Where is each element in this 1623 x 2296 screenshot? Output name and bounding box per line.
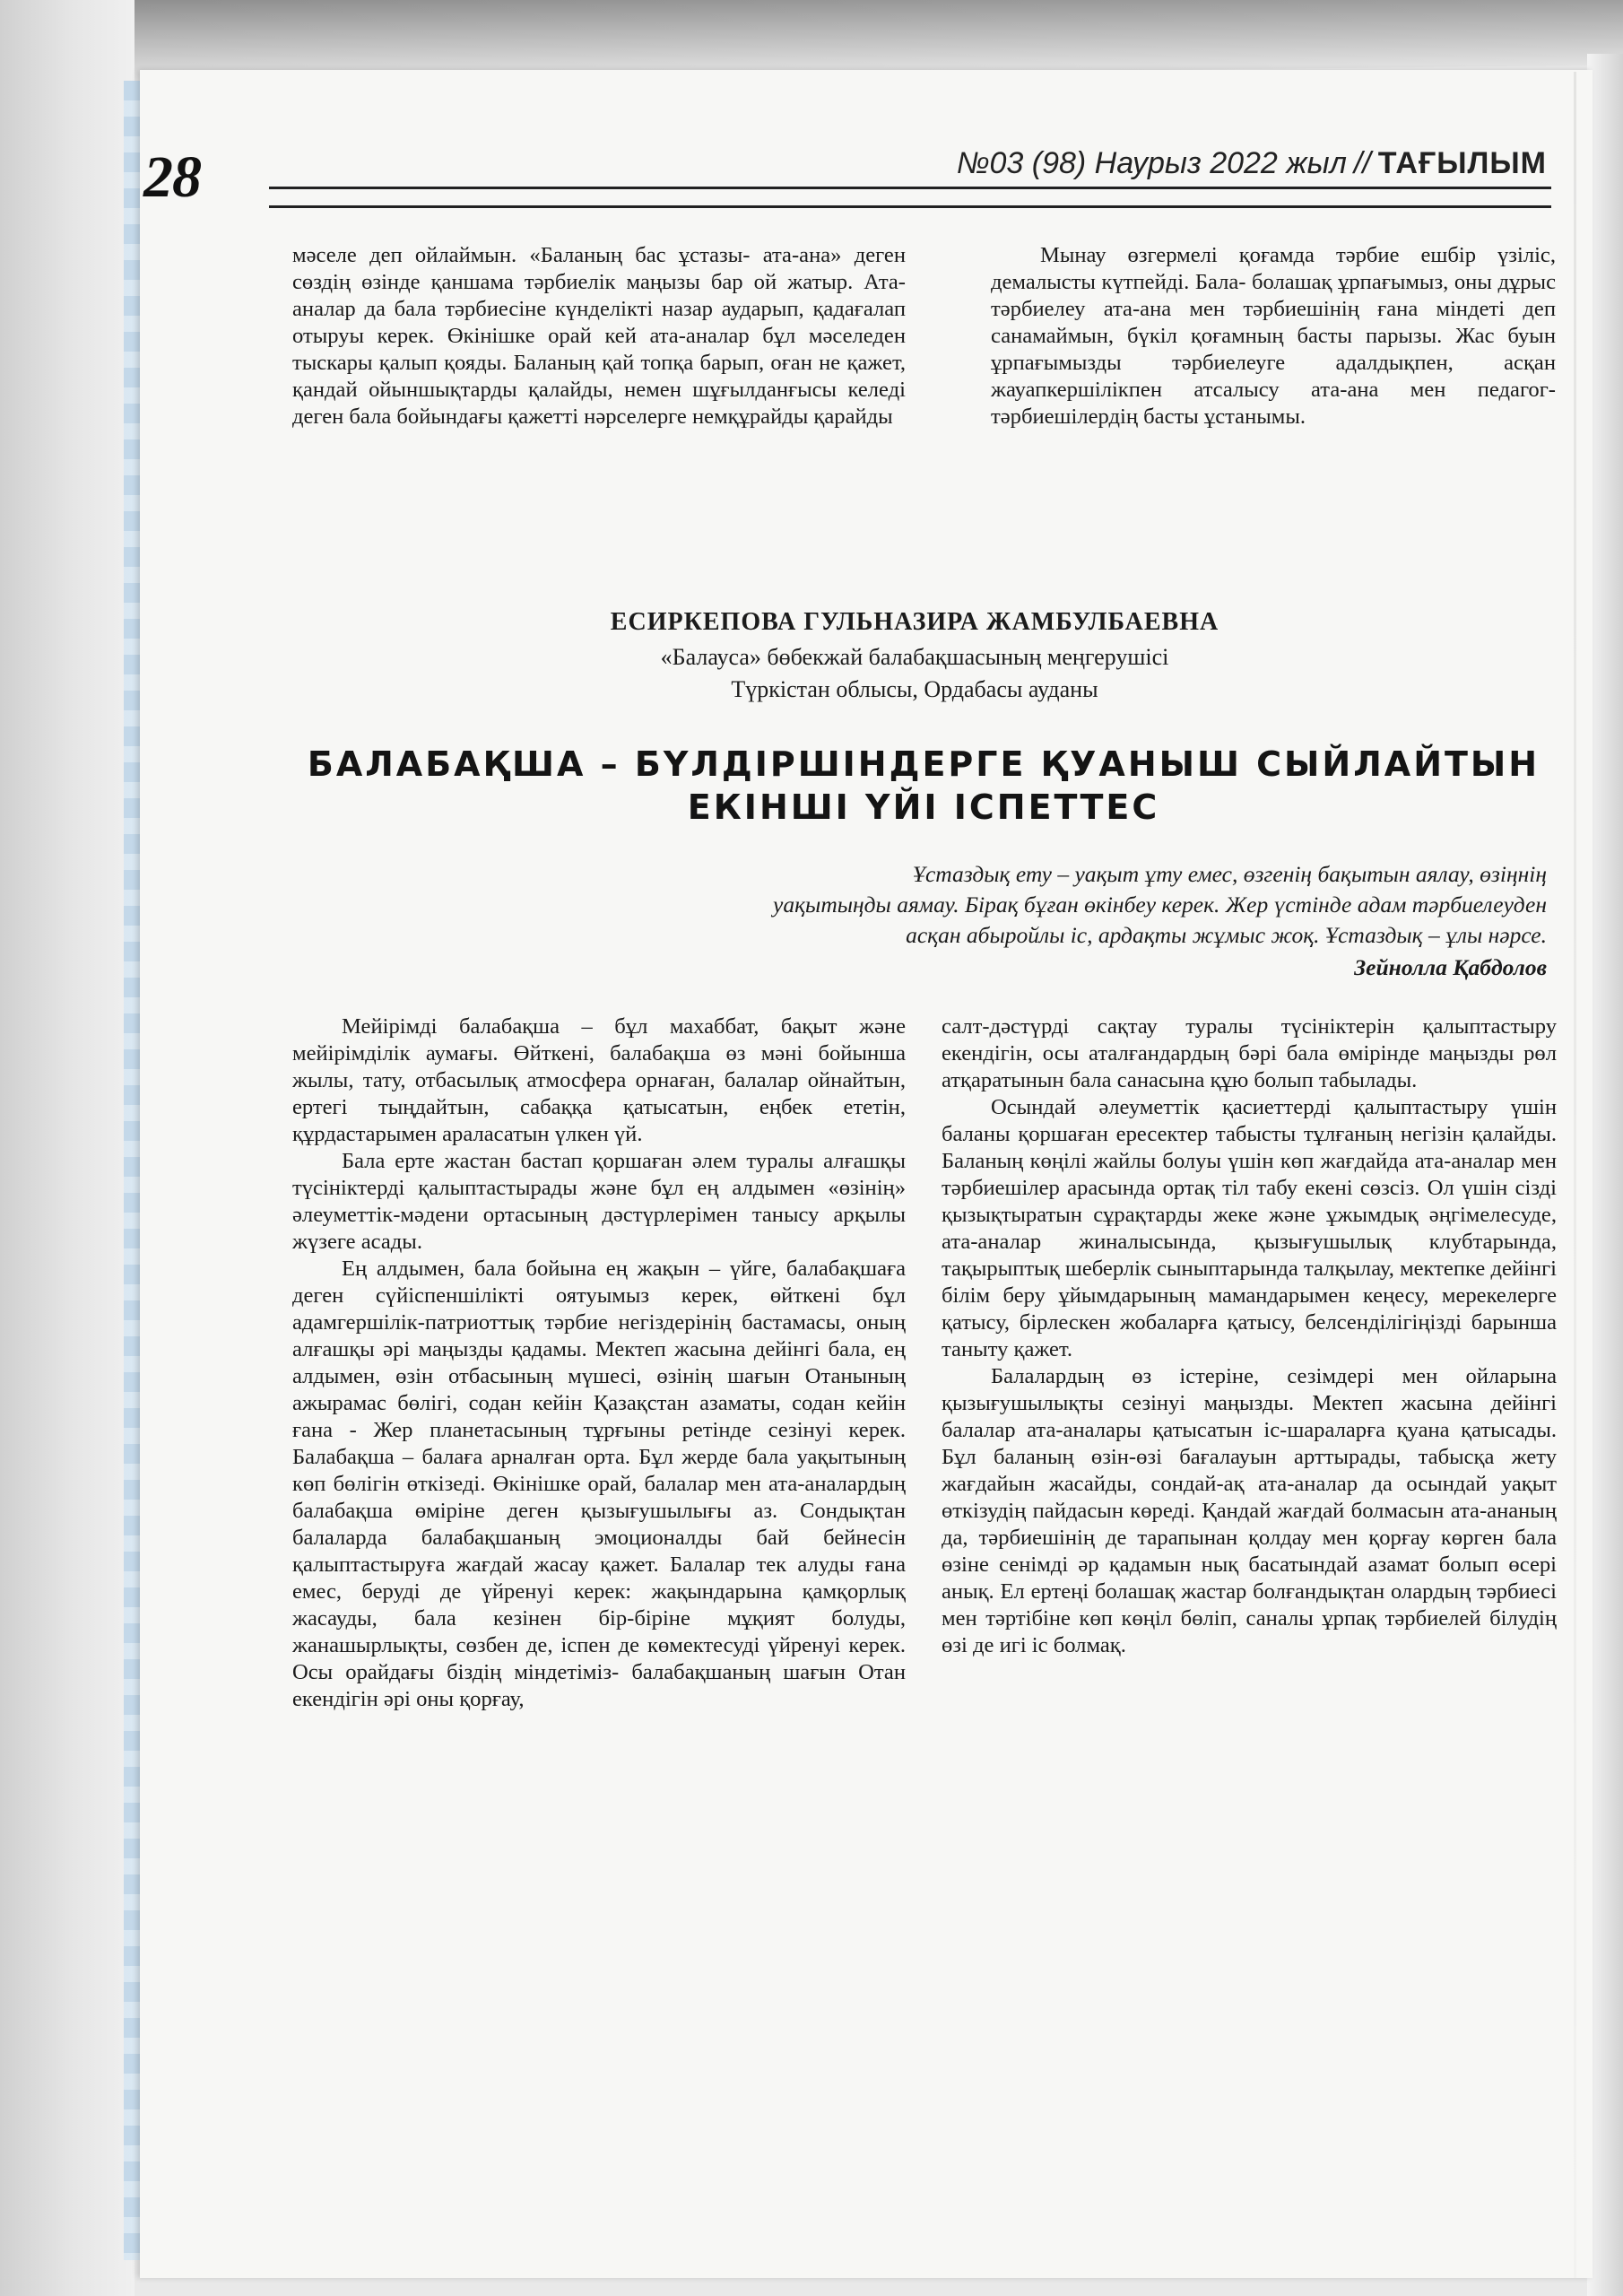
author-place: Түркістан облысы, Ордабасы ауданы <box>731 676 1098 702</box>
magazine-title: ТАҒЫЛЫМ <box>1377 146 1547 180</box>
author-block <box>332 608 1497 709</box>
title-line-1: БАЛАБАҚША – БҮЛДІРШІНДЕРГЕ ҚУАНЫШ СЫЙЛАЙТЫН <box>307 744 1541 784</box>
article-right-column <box>942 1013 1557 1659</box>
author-position: «Балауса» бөбекжай балабақшасының меңгерушісі <box>660 644 1169 670</box>
body-paragraph: Бала ерте жастан бастап қоршаған әлем туралы алғашқы түсініктерді қалыптастырады және бұл ең алдымен «өзінің» әлеуметтік-мәдени ортасының дәстүрлерімен танысу арқылы жүзеге асады. <box>292 1149 906 1254</box>
epigraph-author: Зейнолла Қабдолов <box>1354 954 1547 980</box>
epigraph <box>650 859 1547 983</box>
title-line-2: ЕКІНШІ ҮЙІ ІСПЕТТЕС <box>687 787 1160 827</box>
top-right-column <box>991 242 1556 430</box>
epigraph-line-2: уақытыңды аямау. Бірақ бұған өкінбеу керек. Жер үстінде адам тәрбиелеуден <box>773 891 1547 918</box>
body-paragraph: Ең алдымен, бала бойына ең жақын – үйге, балабақшаға деген сүйіспеншілікті оятуымыз керек, өйткені бұл адамгершілік-патриоттық тәрбие негіздерінің бастамасы, оның алғашқы әрі маңызды қадамы. Мектеп жасына дейінгі бала, ең алдымен, өзін отбасының мүшесі, өзінің шағын Отанының ажырамас бөлігі, содан кейін Қазақстан азаматы, содан кейін ғана - Жер планетасының тұрғыны ретінде сезінуі керек. Балабақша – балаға арналған орта. Бұл жерде бала уақытының көп бөлігін өткізеді. Өкінішке орай, балалар мен ата-аналардың балабақша өміріне деген қызығушылығы аз. Сондықтан балаларда балабақшаның эмоционалды бай бейнесін қалыптастыруға жағдай жасау қажет. Балалар тек алуды ғана емес, беруді де үйренуі керек: жақындарына қамқорлық жасауды, бала кезінен бір-біріне мұқият болуды, жанашырлықты, сөзбен де, іспен де көмектесуді үйренуі керек. Осы орайдағы біздің міндетіміз- балабақшаның шағын Отан екендігін әрі оны қорғау, <box>292 1257 906 1711</box>
header-separator: // <box>1353 146 1371 180</box>
top-left-paragraph: мәселе деп ойлаймын. «Баланың бас ұстазы- ата-ана» деген сөздің өзінде қаншама тәрбиелік маңызы бар ой жатыр. Ата-аналар да бала тәрбиесіне күнделікті назар аударып, қадағалап отыруы керек. Өкінішке орай кей ата-аналар бұл мәселеден тыскары қалып қояды. Баланың қай топқа барып, оған не қажет, қандай ойыншықтарды қалайды, немен шұғылданғысы келеді деген бала бойындағы қажетті нәрселерге немқұрайды қарайды <box>292 243 906 429</box>
article-title <box>296 743 1551 829</box>
issue-header <box>957 146 1547 181</box>
issue-info: №03 (98) Наурыз 2022 жыл <box>956 146 1347 180</box>
epigraph-line-1: Ұстаздық ету – уақыт ұту емес, өзгенің бақытын аялау, өзіңнің <box>912 861 1547 887</box>
author-name: ЕСИРКЕПОВА ГУЛЬНАЗИРА ЖАМБУЛБАЕВНА <box>610 608 1219 636</box>
top-left-column <box>292 242 906 430</box>
page-number: 28 <box>143 144 201 210</box>
scan-left-margin <box>0 0 135 2296</box>
scan-top-edge <box>135 0 1623 81</box>
page-fold <box>1574 72 1576 2278</box>
body-paragraph: Осындай әлеуметтік қасиеттерді қалыптастыру үшін баланы қоршаған ересектер табысты тұлғаның негізін қалайды. Баланың көңілі жайлы болуы үшін көп жағдайда ата-аналар мен тәрбиешілер арасында ортақ тіл табу екені сөзсіз. Ол үшін сізді қызықтыратын сұрақтарды жеке және ұжымдық әңгімелесуде, ата-аналар жиналысында, қызығушылық клубтарында, тақырыптық шеберлік сыныптарында талқылау, мектепке дейінгі білім беру ұйымдарының мамандарымен кеңесу, мерекелерге қатысу, бірлескен жобаларға қатысу, белсенділігіңізді барынша таныту қажет. <box>942 1095 1557 1361</box>
header-double-rule <box>269 187 1551 208</box>
body-paragraph: салт-дәстүрді сақтау туралы түсініктерін қалыптастыру екендігін, осы аталғандардың бәрі бала өмірінде маңызды рөл атқаратынын бала санасына құю болып табылады. <box>942 1014 1557 1092</box>
article-left-column <box>292 1013 906 1713</box>
binding-stripe <box>124 81 140 2260</box>
scan-right-edge <box>1587 54 1623 2296</box>
epigraph-line-3: асқан абыройлы іс, ардақты жұмыс жоқ. Ұстаздық – ұлы нәрсе. <box>906 922 1547 948</box>
top-right-paragraph: Мынау өзгермелі қоғамда тәрбие ешбір үзіліс, демалысты күтпейді. Бала- болашақ ұрпағымыз, оны дұрыс тәрбиелеу ата-ана мен тәрбиешінің ғана міндеті деп санамаймын, бүкіл қоғамның басты парызы. Жас буын ұрпағымызды тәрбиелеуге адалдықпен, асқан жауапкершілікпен атсалысу ата-ана мен педагог-тәрбиешілердің басты ұстанымы. <box>991 243 1556 429</box>
body-paragraph: Мейірімді балабақша – бұл махаббат, бақыт және мейірімділік аумағы. Өйткені, балабақша өз мәні бойынша жылы, тату, отбасылық атмосфера орнаған, балалар ойнайтын, ертегі тыңдайтын, сабаққа қатысатын, еңбек ететін, құрдастарымен араласатын үлкен үй. <box>292 1014 906 1146</box>
body-paragraph: Балалардың өз істеріне, сезімдері мен ойларына қызығушылықты сезінуі маңызды. Мектеп жасына дейінгі балалар ата-аналары қатысатын іс-шараларға қуана қатысады. Бұл баланың өзін-өзі бағалауын арттырады, табысқа жету жағдайын жасайды, сондай-ақ ата-аналар да осындай уақыт өткізудің пайдасын көреді. Қандай жағдай болмасын ата-ананың да, тәрбиешінің де тарапынан қолдау мен қорғау көрген бала өзіне сенімді әр қадамын нық басатындай азамат болып өсері анық. Ел ертеңі болашақ жастар болғандықтан олардың тәрбиесі мен тәртібіне көп көңіл бөліп, саналы ұрпақ тәрбиелей білудің өзі де игі іс болмақ. <box>942 1364 1557 1657</box>
